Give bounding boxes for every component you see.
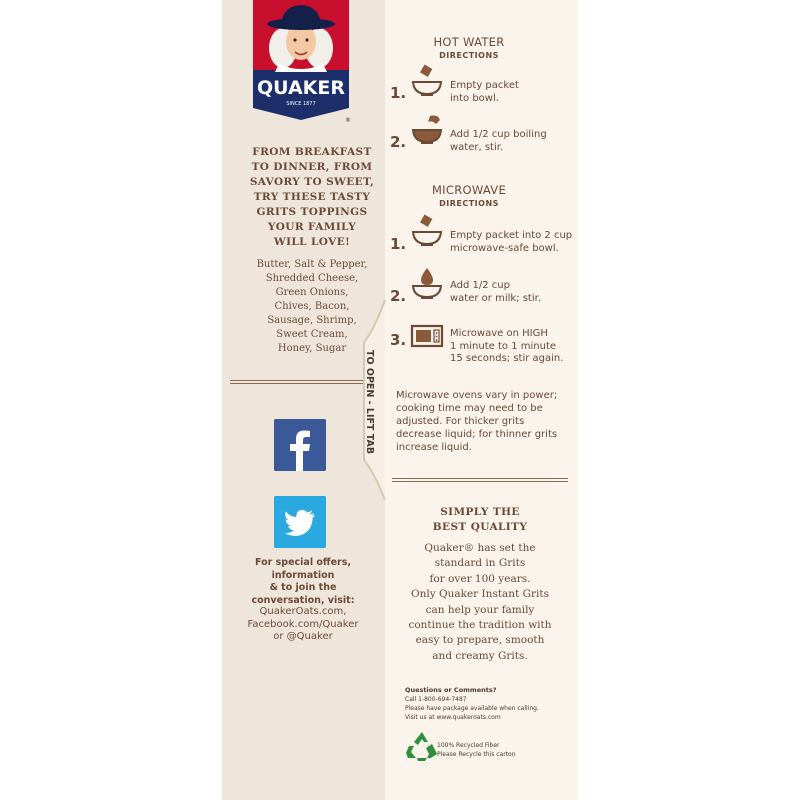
contact-note: Please have package available when calling. <box>405 705 539 712</box>
offers-heading <box>240 557 366 607</box>
quality-line: standard in Grits <box>434 557 526 570</box>
note-line: decrease liquid; for thinner grits <box>396 429 558 440</box>
hot-step-2-number: 2. <box>390 133 407 151</box>
step-line: Empty packet <box>450 80 519 91</box>
quality-line: and creamy Grits. <box>432 649 528 662</box>
recycle-line: 100% Recycled Fiber <box>437 742 500 749</box>
quality-body <box>390 541 570 664</box>
step-line: into bowl. <box>450 92 499 104</box>
note-line: increase liquid. <box>396 442 472 453</box>
offers-line: conversation, visit: <box>251 594 355 606</box>
step-line: water, stir. <box>450 141 504 153</box>
tagline-line: FROM BREAKFAST <box>252 146 372 158</box>
offers-line: information <box>271 569 335 581</box>
mw-step-3-text <box>450 328 563 366</box>
topping-line: Honey, Sugar <box>277 343 347 354</box>
microwave-icon <box>410 318 444 352</box>
tagline-line: TO DINNER, FROM <box>251 161 373 173</box>
quality-title-line: BEST QUALITY <box>432 521 528 533</box>
recycle-icon <box>405 730 439 762</box>
recycle-text <box>437 742 516 759</box>
water-drop-bowl-icon <box>410 266 444 300</box>
quality-heading <box>390 505 570 535</box>
topping-line: Shredded Cheese, <box>265 273 359 284</box>
microwave-heading <box>394 183 544 208</box>
topping-line: Chives, Bacon, <box>274 301 350 312</box>
mw-step-1-text <box>450 230 572 255</box>
logo-wordmark: QUAKER <box>256 77 346 99</box>
quality-line: easy to prepare, smooth <box>415 634 545 647</box>
lift-tab-label <box>355 350 375 500</box>
quaker-logo <box>253 0 349 120</box>
svg-text:TO OPEN - LIFT TAB: TO OPEN - LIFT TAB <box>364 350 375 455</box>
toppings-tagline <box>232 145 392 250</box>
mw-step-3-number: 3. <box>390 331 407 349</box>
tagline-line: YOUR FAMILY <box>267 221 357 233</box>
step-line: microwave-safe bowl. <box>450 242 559 254</box>
bowl-packet-icon <box>410 64 444 98</box>
cereal-box-side-panel <box>222 0 578 800</box>
hot-step-1-text <box>450 80 519 105</box>
step-line: Add 1/2 cup boiling <box>450 129 547 140</box>
phone-number[interactable]: Call 1-800-694-7487 <box>405 696 467 703</box>
bowl-packet-icon <box>410 214 444 248</box>
step-line: 15 seconds; stir again. <box>450 353 564 364</box>
note-line: adjusted. For thicker grits <box>396 416 525 427</box>
offers-line: For special offers, <box>255 557 351 568</box>
recycle-line: Please Recycle this carton <box>437 750 516 758</box>
step-line: water or milk; stir. <box>450 292 541 304</box>
mw-step-2-text <box>450 280 541 305</box>
registered-mark: ® <box>345 117 351 124</box>
topping-line: Butter, Salt & Pepper, <box>256 259 368 270</box>
quality-title-line: SIMPLY THE <box>440 506 520 518</box>
quality-line: continue the tradition with <box>408 619 552 632</box>
step-line: Empty packet into 2 cup <box>450 230 573 241</box>
contact-website[interactable]: Visit us at www.quakeroats.com <box>405 714 501 721</box>
contact-info <box>405 686 575 722</box>
hot-water-title: HOT WATER <box>433 35 505 49</box>
twitter-handle[interactable]: or @Quaker <box>273 631 333 642</box>
hot-step-2-text <box>450 129 547 154</box>
website-link[interactable]: QuakerOats.com, <box>259 606 347 617</box>
step-line: Add 1/2 cup <box>450 280 510 291</box>
tagline-line: SAVORY TO SWEET, <box>249 176 375 188</box>
hot-step-1-number: 1. <box>390 84 407 102</box>
facebook-link[interactable]: Facebook.com/Quaker <box>247 618 359 630</box>
note-line: cooking time may need to be <box>396 403 543 414</box>
note-line: Microwave ovens vary in power; <box>396 390 558 401</box>
offers-line: & to join the <box>269 582 337 593</box>
quality-line: Only Quaker Instant Grits <box>410 588 550 601</box>
facebook-icon[interactable] <box>274 419 326 471</box>
hot-water-heading <box>394 35 544 60</box>
microwave-note <box>396 389 568 454</box>
contact-heading: Questions or Comments? <box>405 686 497 694</box>
quality-line: for over 100 years. <box>429 572 531 585</box>
hot-water-subtitle: DIRECTIONS <box>439 51 499 60</box>
mw-step-2-number: 2. <box>390 287 407 305</box>
logo-since: SINCE 1877 <box>286 101 316 107</box>
step-line: Microwave on HIGH <box>450 328 548 339</box>
twitter-icon[interactable] <box>274 496 326 548</box>
tagline-line: TRY THESE TASTY <box>253 191 371 203</box>
tagline-line: WILL LOVE! <box>273 236 351 248</box>
step-line: 1 minute to 1 minute <box>450 340 557 352</box>
right-divider <box>392 478 568 482</box>
tagline-line: GRITS TOPPINGS <box>256 206 368 218</box>
quality-line: Quaker® has set the <box>424 542 536 554</box>
quality-line: can help your family <box>425 603 535 616</box>
topping-line: Sausage, Shrimp, <box>267 315 357 326</box>
mw-step-1-number: 1. <box>390 235 407 253</box>
topping-line: Sweet Cream, <box>276 329 348 340</box>
topping-line: Green Onions, <box>275 287 349 298</box>
microwave-subtitle: DIRECTIONS <box>439 199 499 208</box>
pour-water-icon <box>410 112 444 146</box>
offers-links <box>234 606 372 644</box>
microwave-title: MICROWAVE <box>431 183 507 197</box>
